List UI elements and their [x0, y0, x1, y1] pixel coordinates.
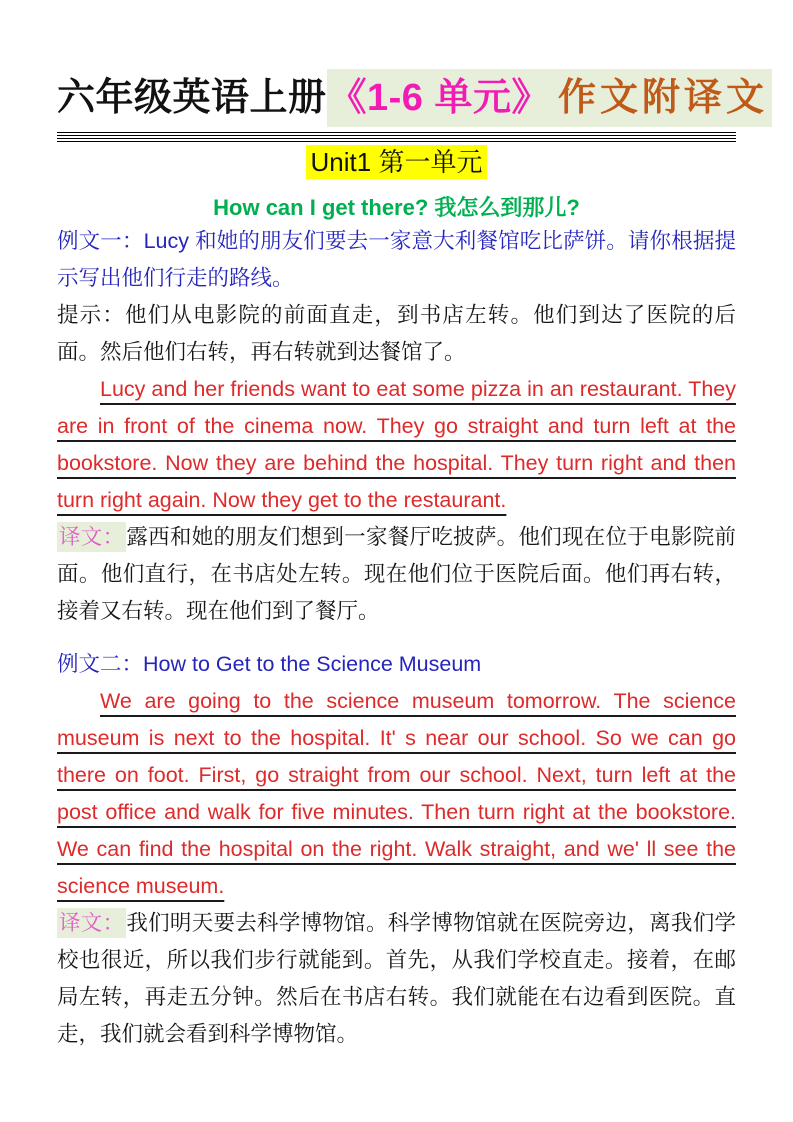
unit-heading-row: [57, 144, 736, 185]
example1-essay: Lucy and her friends want to eat some pizza in an restaurant. They are in front of the cinema now. They go straight and turn left at the bookstore. Now they are behind the hospital. They turn right and then turn right again. Now they get to the restaurant.: [57, 377, 736, 512]
example1-prompt: 例文一：Lucy 和她的朋友们要去一家意大利餐馆吃比萨饼。请你根据提示写出他们行走的路线。: [57, 229, 736, 290]
title-highlight: [327, 69, 773, 127]
example2-title: 例文二：How to Get to the Science Museum: [57, 652, 482, 676]
document-title: [57, 70, 769, 126]
title-divider: [57, 132, 736, 142]
section-gap: [57, 630, 736, 646]
example1-hint: 提示：他们从电影院的前面直走，到书店左转。他们到达了医院的后面。然后他们右转，再右转就到达餐馆了。: [57, 303, 736, 364]
title-suffix: 作文附译文: [558, 77, 769, 119]
example2-translation: [57, 905, 736, 1053]
translation-text: 露西和她的朋友们想到一家餐厅吃披萨。他们现在位于电影院前面。他们直行，在书店处左转。现在他们位于医院后面。他们再右转，接着又右转。现在他们到了餐厅。: [57, 525, 736, 623]
example1-translation: [57, 519, 736, 630]
title-unit-range: 《1-6 单元》: [328, 77, 550, 119]
example2-essay: We are going to the science museum tomorrow. The science museum is next to the hospital. It' s near our school. So we can go there on foot. First, go straight from our school. Next, turn left at the post office and walk for five minutes. Then turn right at the bookstore. We can find the hospital on the right. Walk straight, and we' ll see the science museum.: [57, 689, 736, 898]
title-text: 六年级英语上册: [57, 77, 327, 119]
unit-heading: Unit1 第一单元: [306, 145, 488, 179]
translation-text: 我们明天要去科学博物馆。科学博物馆就在医院旁边，离我们学校也很近，所以我们步行就能到。首先，从我们学校直走。接着，在邮局左转，再走五分钟。然后在书店右转。我们就能在右边看到医院。直走，我们就会看到科学博物馆。: [57, 911, 736, 1046]
lesson-heading: How can I get there? 我怎么到那儿?: [213, 195, 580, 220]
translation-label: 译文：: [57, 908, 126, 938]
translation-label: 译文：: [57, 522, 126, 552]
